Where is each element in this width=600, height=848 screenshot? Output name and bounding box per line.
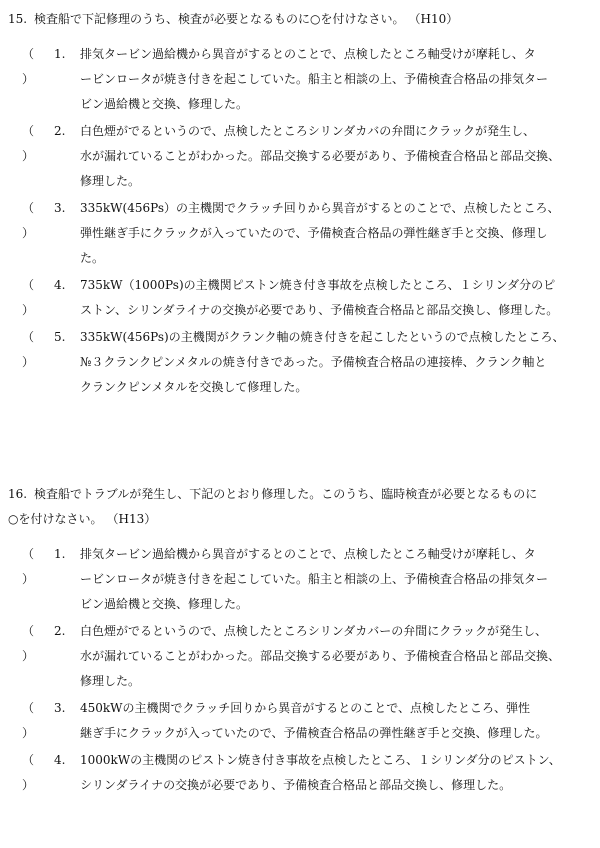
item-line: 335kW(456Ps)の主機関がクランク軸の焼き付きを起こしたというので点検したところ、 <box>80 330 565 344</box>
item-line: №３クランクピンメタルの焼き付きであった。予備検査合格品の連接棒、クランク軸と <box>80 355 547 369</box>
item-text <box>80 273 588 323</box>
item-line: 白色煙がでるというので、点検したところシリンダカバの弁間にクラックが発生し、 <box>80 124 536 138</box>
question-text-line: 検査船でトラブルが発生し、下記のとおり修理した。このうち、臨時検査が必要となるものに <box>34 487 538 501</box>
list-item <box>8 619 588 694</box>
item-line: 継ぎ手にクラックが入っていたので、予備検査合格品の弾性継ぎ手と交換、修理した。 <box>80 726 548 740</box>
item-line: 735kW（1000Ps)の主機関ピストン焼き付き事故を点検したところ、１シリンダ分のピ <box>80 278 556 292</box>
answer-blank[interactable]: （ ） <box>22 547 41 586</box>
item-text <box>80 748 588 798</box>
item-line: ービンロータが焼き付きを起こしていた。船主と相談の上、予備検査合格品の排気ター <box>80 572 549 586</box>
item-line: 水が漏れていることがわかった。部品交換する必要があり、予備検査合格品と部品交換、 <box>80 149 561 163</box>
answer-blank[interactable]: （ ） <box>22 753 41 792</box>
item-text <box>80 542 588 617</box>
answer-blank[interactable]: （ ） <box>22 124 41 163</box>
item-number: 4. <box>54 278 66 292</box>
item-line: シリンダライナの交換が必要であり、予備検査合格品と部品交換し、修理した。 <box>80 778 512 792</box>
item-line: 排気タービン過給機から異音がするとのことで、点検したところ軸受けが摩耗し、タ <box>80 47 536 61</box>
item-number: 1. <box>54 47 66 61</box>
list-item <box>8 696 588 746</box>
item-line: 水が漏れていることがわかった。部品交換する必要があり、予備検査合格品と部品交換、 <box>80 649 561 663</box>
item-text <box>80 619 588 694</box>
item-list <box>8 42 588 400</box>
item-line: ストン、シリンダライナの交換が必要であり、予備検査合格品と部品交換し、修理した。 <box>80 303 559 317</box>
item-line: 1000kWの主機関のピストン焼き付き事故を点検したところ、１シリンダ分のピストン、 <box>80 753 561 767</box>
item-text <box>80 119 588 194</box>
answer-blank[interactable]: （ ） <box>22 330 41 369</box>
item-number: 4. <box>54 753 66 767</box>
item-line: た。 <box>80 251 105 265</box>
item-number: 2. <box>54 124 66 138</box>
answer-blank[interactable]: （ ） <box>22 278 41 317</box>
item-line: 335kW(456Ps）の主機関でクラッチ回りから異音がするとのことで、点検したところ、 <box>80 201 560 215</box>
list-item <box>8 119 588 194</box>
question-text-body: 検査船で下記修理のうち、検査が必要となるものに○を付けなさい。 <box>34 12 405 26</box>
list-item <box>8 196 588 271</box>
item-line: クランクピンメタルを交換して修理した。 <box>80 380 308 394</box>
answer-blank[interactable]: （ ） <box>22 701 41 740</box>
item-number: 1. <box>54 547 66 561</box>
question-header <box>8 482 588 532</box>
question-number: 15. <box>8 12 28 26</box>
item-text <box>80 42 588 117</box>
item-text <box>80 325 588 400</box>
question-tag: （H10） <box>414 12 459 26</box>
question-text <box>34 7 588 32</box>
item-number: 2. <box>54 624 66 638</box>
question-text-line <box>8 507 588 532</box>
question-text-body: ○を付けなさい。 <box>8 512 103 526</box>
answer-blank[interactable]: （ ） <box>22 624 41 663</box>
question-16 <box>8 482 588 800</box>
item-number: 3. <box>54 701 66 715</box>
item-number: 3. <box>54 201 66 215</box>
list-item <box>8 325 588 400</box>
question-15 <box>8 7 588 402</box>
list-item <box>8 42 588 117</box>
answer-blank[interactable]: （ ） <box>22 47 41 86</box>
item-text <box>80 196 588 271</box>
item-line: ビン過給機と交換、修理した。 <box>80 97 249 111</box>
item-line: 修理した。 <box>80 674 141 688</box>
item-line: 排気タービン過給機から異音がするとのことで、点検したところ軸受けが摩耗し、タ <box>80 547 536 561</box>
question-number: 16. <box>8 487 28 501</box>
item-line: ービンロータが焼き付きを起こしていた。船主と相談の上、予備検査合格品の排気ター <box>80 72 549 86</box>
question-header <box>8 7 588 32</box>
item-line: 450kWの主機関でクラッチ回りから異音がするとのことで、点検したところ、弾性 <box>80 701 531 715</box>
answer-blank[interactable]: （ ） <box>22 201 41 240</box>
list-item <box>8 542 588 617</box>
item-list <box>8 542 588 798</box>
item-line: 修理した。 <box>80 174 141 188</box>
item-line: 白色煙がでるというので、点検したところシリンダカバーの弁間にクラックが発生し、 <box>80 624 548 638</box>
item-line: ビン過給機と交換、修理した。 <box>80 597 249 611</box>
item-line: 弾性継ぎ手にクラックが入っていたので、予備検査合格品の弾性継ぎ手と交換、修理し <box>80 226 548 240</box>
list-item <box>8 748 588 798</box>
question-tag: （H13） <box>112 512 157 526</box>
item-number: 5. <box>54 330 66 344</box>
list-item <box>8 273 588 323</box>
item-text <box>80 696 588 746</box>
